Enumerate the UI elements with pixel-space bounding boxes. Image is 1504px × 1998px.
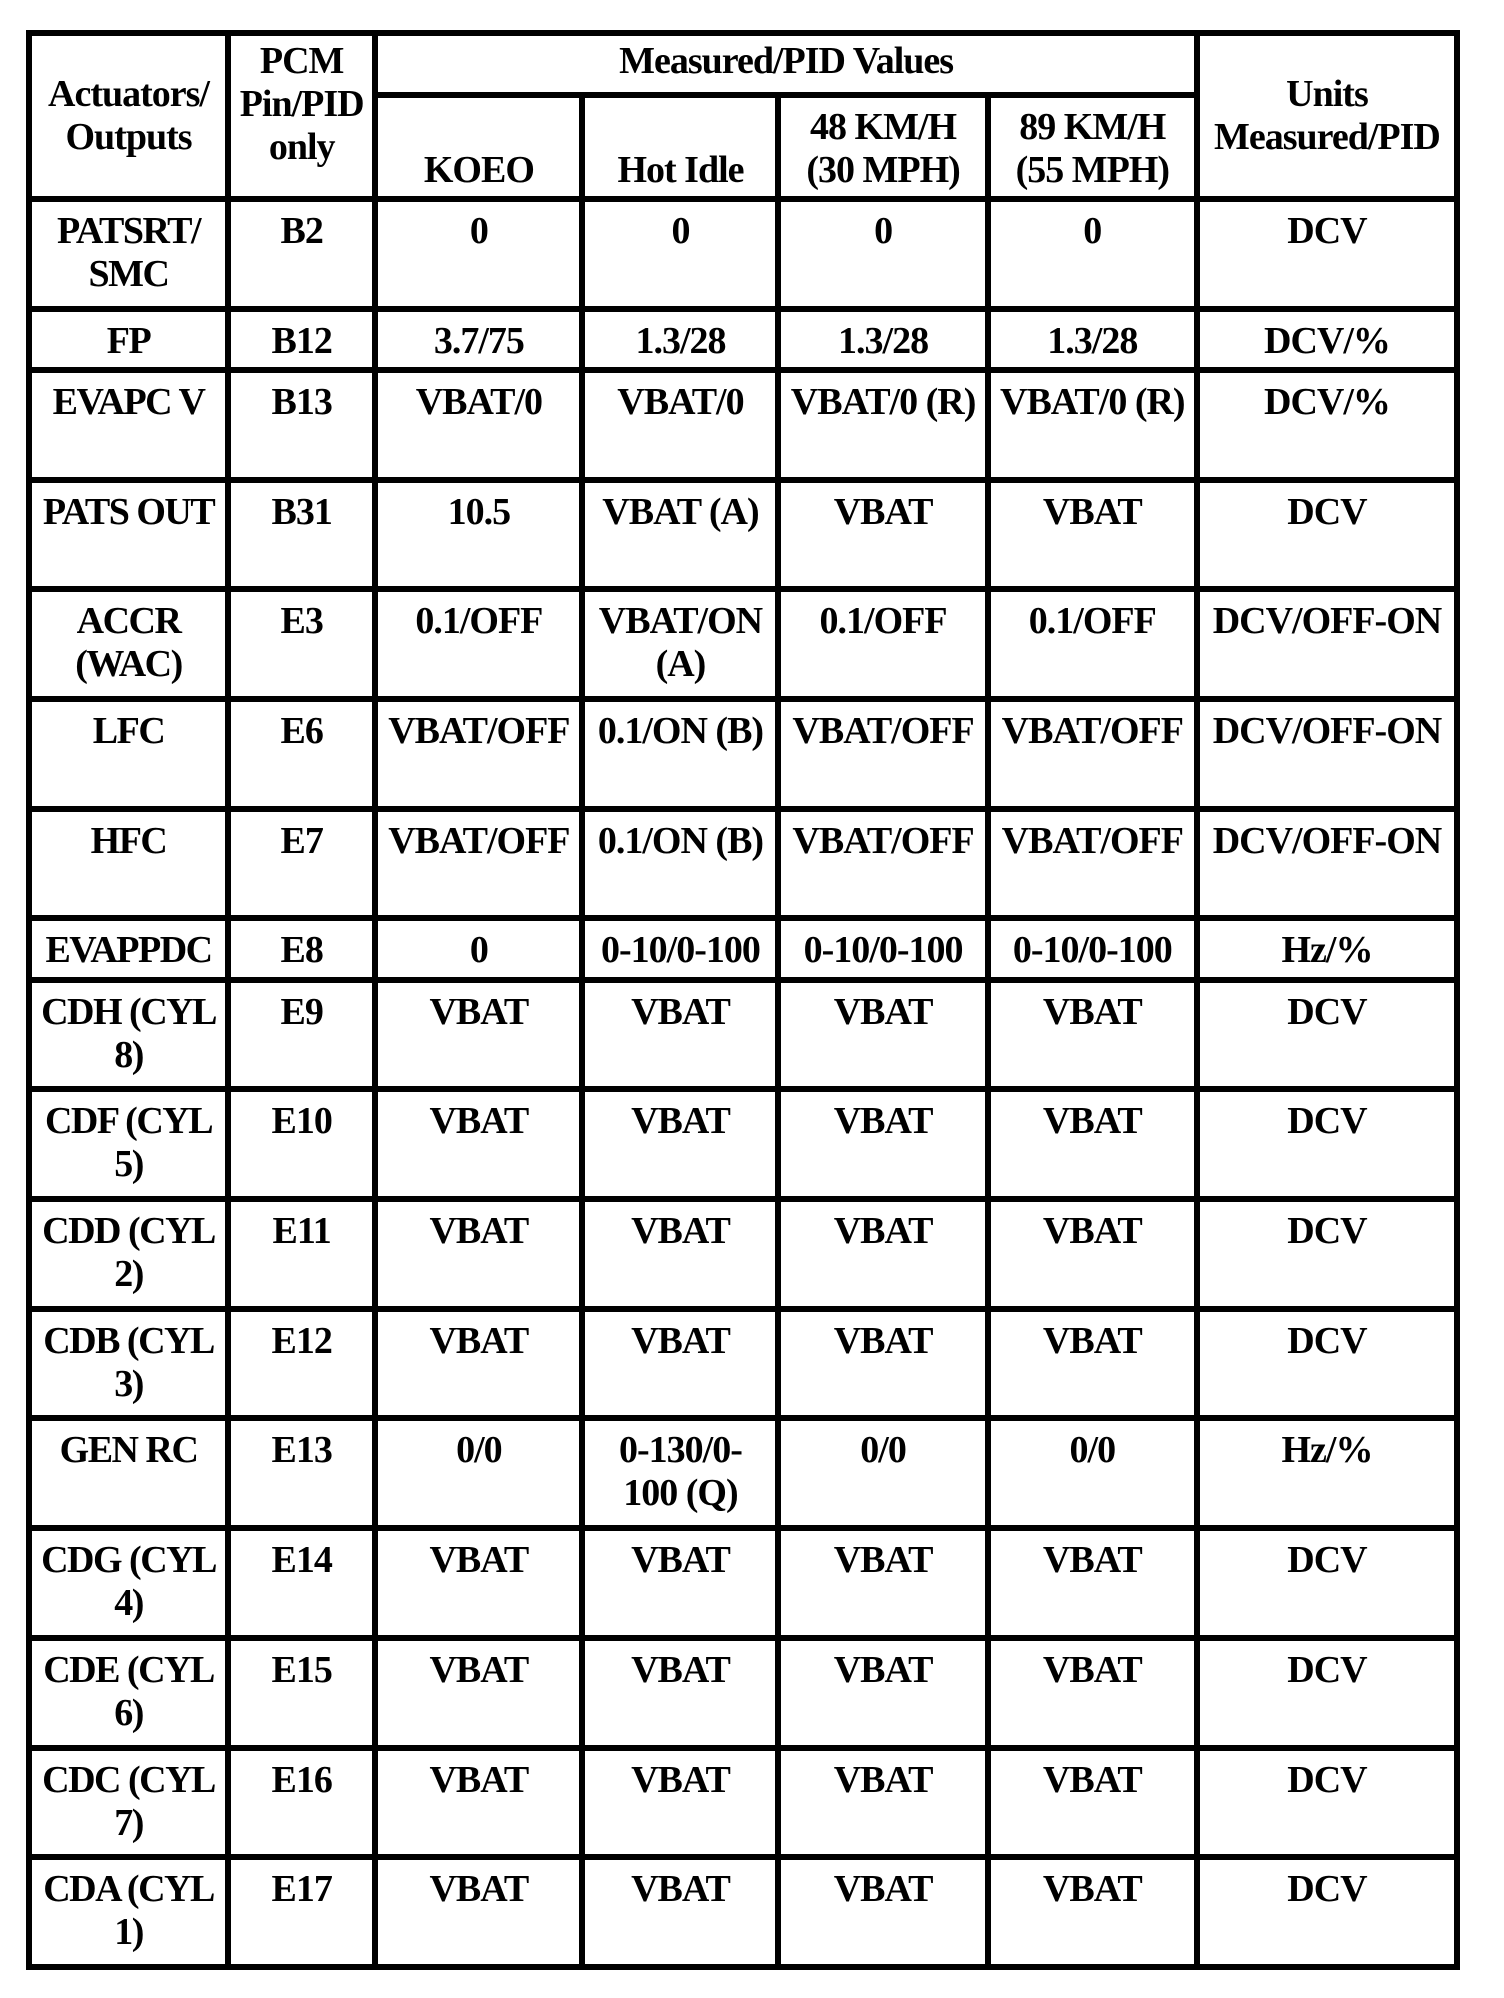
units: DCV: [1200, 1860, 1454, 1964]
value-hot-idle: VBAT: [585, 1641, 775, 1745]
header-koeo: KOEO: [378, 98, 579, 196]
value-koeo: VBAT/0: [378, 373, 579, 477]
table-row: [32, 1312, 1454, 1416]
value-48kmh: VBAT: [781, 1641, 984, 1745]
pcm-pin: E9: [231, 983, 372, 1087]
table-row: [32, 1202, 1454, 1306]
value-89kmh: 0.1/OFF: [991, 592, 1194, 696]
value-hot-idle: 0: [585, 202, 775, 306]
value-89kmh: VBAT: [991, 1531, 1194, 1635]
pcm-pin: B31: [231, 483, 372, 587]
units: DCV: [1200, 1531, 1454, 1635]
pcm-pin: E10: [231, 1092, 372, 1196]
actuator-name: EVAPC V: [32, 373, 225, 477]
pcm-pin: B12: [231, 312, 372, 367]
value-koeo: VBAT: [378, 1751, 579, 1855]
actuator-name: HFC: [32, 812, 225, 916]
units: DCV: [1200, 483, 1454, 587]
header-48kmh: 48 KM/H (30 MPH): [781, 98, 984, 196]
value-48kmh: 0.1/OFF: [781, 592, 984, 696]
value-hot-idle: VBAT/0: [585, 373, 775, 477]
units: Hz/%: [1200, 921, 1454, 976]
value-48kmh: VBAT: [781, 1312, 984, 1416]
pcm-pin: E8: [231, 921, 372, 976]
value-48kmh: VBAT: [781, 1092, 984, 1196]
value-48kmh: 0: [781, 202, 984, 306]
table-row: [32, 1751, 1454, 1855]
header-hot-idle: Hot Idle: [585, 98, 775, 196]
value-89kmh: VBAT: [991, 983, 1194, 1087]
value-89kmh: VBAT: [991, 483, 1194, 587]
header-89kmh: 89 KM/H (55 MPH): [991, 98, 1194, 196]
value-48kmh: VBAT/OFF: [781, 702, 984, 806]
actuator-name: PATSRT/ SMC: [32, 202, 225, 306]
units: DCV/OFF-ON: [1200, 592, 1454, 696]
value-48kmh: VBAT: [781, 983, 984, 1087]
value-koeo: VBAT: [378, 1641, 579, 1745]
table-row: [32, 373, 1454, 477]
value-hot-idle: VBAT: [585, 1312, 775, 1416]
units: Hz/%: [1200, 1421, 1454, 1525]
value-koeo: 0/0: [378, 1421, 579, 1525]
actuator-name: CDH (CYL 8): [32, 983, 225, 1087]
actuator-name: CDC (CYL 7): [32, 1751, 225, 1855]
pcm-pin: B2: [231, 202, 372, 306]
value-48kmh: VBAT: [781, 1860, 984, 1964]
actuator-name: CDG (CYL 4): [32, 1531, 225, 1635]
pcm-pin: E16: [231, 1751, 372, 1855]
value-89kmh: VBAT/0 (R): [991, 373, 1194, 477]
value-48kmh: 0-10/0-100: [781, 921, 984, 976]
value-hot-idle: VBAT/ON (A): [585, 592, 775, 696]
value-koeo: 10.5: [378, 483, 579, 587]
value-koeo: 0: [378, 202, 579, 306]
value-koeo: VBAT: [378, 983, 579, 1087]
value-koeo: 0: [378, 921, 579, 976]
pcm-pin: E13: [231, 1421, 372, 1525]
value-hot-idle: VBAT (A): [585, 483, 775, 587]
units: DCV/%: [1200, 312, 1454, 367]
pcm-pin: B13: [231, 373, 372, 477]
actuator-name: ACCR (WAC): [32, 592, 225, 696]
value-48kmh: VBAT: [781, 1202, 984, 1306]
value-48kmh: 1.3/28: [781, 312, 984, 367]
units: DCV: [1200, 983, 1454, 1087]
value-89kmh: 0/0: [991, 1421, 1194, 1525]
value-48kmh: 0/0: [781, 1421, 984, 1525]
value-89kmh: 1.3/28: [991, 312, 1194, 367]
units: DCV: [1200, 1751, 1454, 1855]
actuator-name: CDE (CYL 6): [32, 1641, 225, 1745]
table-row: [32, 202, 1454, 306]
actuator-name: CDA (CYL 1): [32, 1860, 225, 1964]
table-row: [32, 1641, 1454, 1745]
value-89kmh: VBAT: [991, 1092, 1194, 1196]
units: DCV/%: [1200, 373, 1454, 477]
pcm-pin: E15: [231, 1641, 372, 1745]
actuator-name: LFC: [32, 702, 225, 806]
pcm-pin: E3: [231, 592, 372, 696]
table-row: [32, 483, 1454, 587]
value-hot-idle: 1.3/28: [585, 312, 775, 367]
value-hot-idle: VBAT: [585, 1531, 775, 1635]
value-koeo: VBAT: [378, 1092, 579, 1196]
value-hot-idle: 0-130/0- 100 (Q): [585, 1421, 775, 1525]
value-89kmh: VBAT/OFF: [991, 702, 1194, 806]
table-row: [32, 1531, 1454, 1635]
table-row: [32, 1421, 1454, 1525]
value-hot-idle: 0.1/ON (B): [585, 702, 775, 806]
value-koeo: 0.1/OFF: [378, 592, 579, 696]
pcm-pin: E14: [231, 1531, 372, 1635]
header-measured-values: Measured/PID Values: [378, 36, 1194, 92]
pcm-values-table: [26, 30, 1460, 1970]
pcm-pin: E11: [231, 1202, 372, 1306]
value-hot-idle: 0-10/0-100: [585, 921, 775, 976]
pcm-pin: E7: [231, 812, 372, 916]
table-row: [32, 812, 1454, 916]
value-koeo: VBAT: [378, 1860, 579, 1964]
actuator-name: PATS OUT: [32, 483, 225, 587]
value-hot-idle: VBAT: [585, 1202, 775, 1306]
value-89kmh: VBAT/OFF: [991, 812, 1194, 916]
units: DCV: [1200, 202, 1454, 306]
header-actuators: Actuators/ Outputs: [32, 36, 225, 196]
table-row: [32, 702, 1454, 806]
value-48kmh: VBAT/0 (R): [781, 373, 984, 477]
value-89kmh: VBAT: [991, 1751, 1194, 1855]
actuator-name: CDF (CYL 5): [32, 1092, 225, 1196]
value-89kmh: VBAT: [991, 1202, 1194, 1306]
table-row: [32, 983, 1454, 1087]
header-pcm-pin: PCM Pin/PID only: [231, 36, 372, 196]
pcm-pin: E17: [231, 1860, 372, 1964]
value-koeo: VBAT/OFF: [378, 812, 579, 916]
value-koeo: VBAT: [378, 1312, 579, 1416]
table-row: [32, 592, 1454, 696]
value-89kmh: VBAT: [991, 1860, 1194, 1964]
value-hot-idle: VBAT: [585, 1751, 775, 1855]
table-row: [32, 921, 1454, 976]
value-hot-idle: 0.1/ON (B): [585, 812, 775, 916]
table-row: [32, 312, 1454, 367]
actuator-name: EVAPPDC: [32, 921, 225, 976]
units: DCV: [1200, 1641, 1454, 1745]
table-row: [32, 1092, 1454, 1196]
value-89kmh: VBAT: [991, 1312, 1194, 1416]
actuator-name: CDB (CYL 3): [32, 1312, 225, 1416]
units: DCV: [1200, 1202, 1454, 1306]
value-hot-idle: VBAT: [585, 1860, 775, 1964]
actuator-name: FP: [32, 312, 225, 367]
value-koeo: VBAT: [378, 1531, 579, 1635]
units: DCV/OFF-ON: [1200, 812, 1454, 916]
value-koeo: 3.7/75: [378, 312, 579, 367]
pcm-pin: E12: [231, 1312, 372, 1416]
actuator-name: GEN RC: [32, 1421, 225, 1525]
units: DCV: [1200, 1312, 1454, 1416]
value-89kmh: 0-10/0-100: [991, 921, 1194, 976]
value-48kmh: VBAT: [781, 483, 984, 587]
value-48kmh: VBAT: [781, 1531, 984, 1635]
value-48kmh: VBAT/OFF: [781, 812, 984, 916]
value-hot-idle: VBAT: [585, 983, 775, 1087]
value-koeo: VBAT: [378, 1202, 579, 1306]
value-89kmh: 0: [991, 202, 1194, 306]
actuator-name: CDD (CYL 2): [32, 1202, 225, 1306]
value-89kmh: VBAT: [991, 1641, 1194, 1745]
value-48kmh: VBAT: [781, 1751, 984, 1855]
units: DCV: [1200, 1092, 1454, 1196]
value-koeo: VBAT/OFF: [378, 702, 579, 806]
value-hot-idle: VBAT: [585, 1092, 775, 1196]
table-row: [32, 1860, 1454, 1964]
units: DCV/OFF-ON: [1200, 702, 1454, 806]
pcm-pin: E6: [231, 702, 372, 806]
header-units: Units Measured/PID: [1200, 36, 1454, 196]
